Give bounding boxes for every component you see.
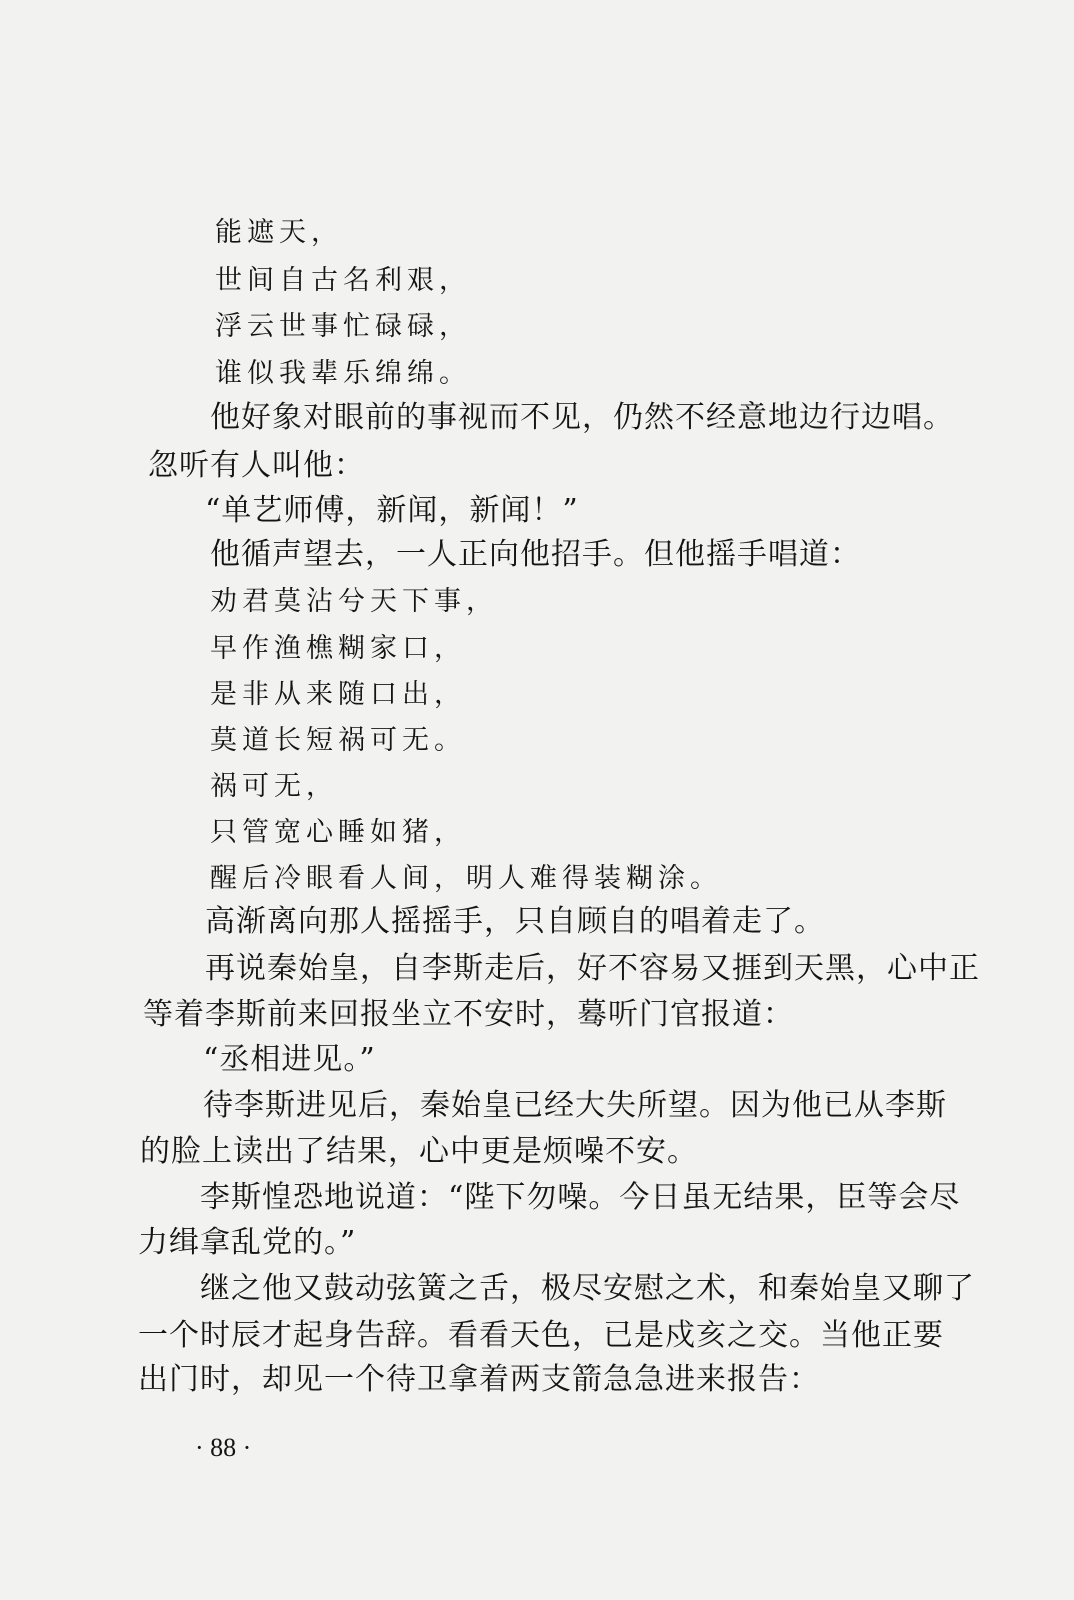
verse-line: 醒后冷眼看人间，明人难得装糊涂。 [210,863,722,894]
text-line: 等着李斯前来回报坐立不安时，蓦听门官报道： [143,997,794,1032]
verse-line: 谁似我辈乐绵绵。 [215,358,471,389]
text-line: 出门时，却见一个待卫拿着两支箭急急进来报告： [138,1362,820,1397]
text-line: “单艺师傅，新闻，新闻！” [205,493,579,528]
verse-line: 世间自古名利艰， [215,265,471,296]
verse-line: 能遮天， [215,217,343,248]
verse-line: 浮云世事忙碌碌， [215,311,471,342]
text-line: 继之他又鼓动弦簧之舌，极尽安慰之术，和秦始皇又聊了 [200,1271,975,1306]
verse-line: 劝君莫沾兮天下事， [210,586,498,617]
text-line: “丞相进见。” [203,1042,376,1077]
verse-line: 莫道长短祸可无。 [210,725,466,756]
text-line: 他好象对眼前的事视而不见，仍然不经意地边行边唱。 [210,400,954,435]
verse-line: 只管宽心睡如猪， [210,817,466,848]
text-line: 高渐离向那人摇摇手，只自顾自的唱着走了。 [205,904,825,939]
page-number: · 88 · [195,1433,252,1462]
text-line: 的脸上读出了结果，心中更是烦噪不安。 [140,1134,698,1169]
text-line: 再说秦始皇，自李斯走后，好不容易又捱到天黑，心中正 [205,951,980,986]
text-line: 待李斯进见后，秦始皇已经大失所望。因为他已从李斯 [203,1088,947,1123]
text-line: 他循声望去，一人正向他招手。但他摇手唱道： [210,537,861,572]
verse-line: 是非从来随口出， [210,679,466,710]
text-line: 一个时辰才起身告辞。看看天色，已是戍亥之交。当他正要 [138,1318,944,1353]
text-line: 李斯惶恐地说道：“陛下勿噪。今日虽无结果，臣等会尽 [200,1180,961,1215]
verse-line: 祸可无， [210,771,338,802]
verse-line: 早作渔樵糊家口， [210,633,466,664]
text-line: 力缉拿乱党的。” [138,1225,357,1260]
text-line: 忽听有人叫他： [148,448,365,483]
